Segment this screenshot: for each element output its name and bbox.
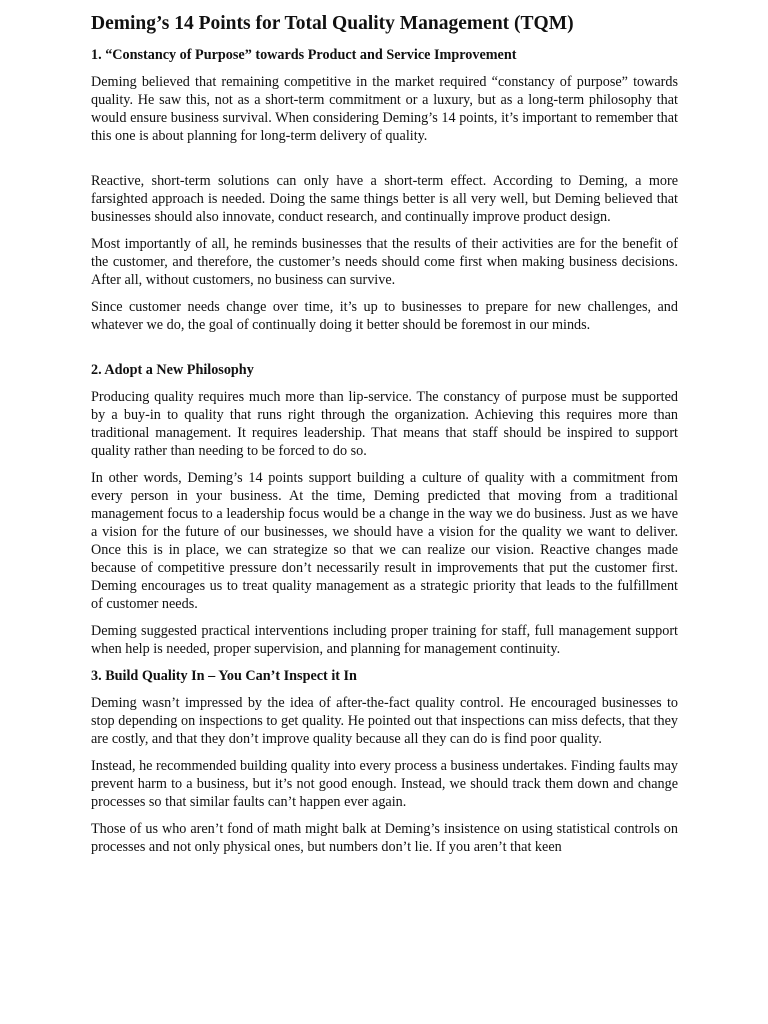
spacer: [91, 154, 678, 172]
section-1-paragraph-1: Deming believed that remaining competitive in the market required “constancy of purpose” towards quality. He saw this, not as a short-term commitment or a luxury, but as a long-term philosophy that would ensure business survival. When considering Deming’s 14 points, it’s important to remember that this one is about planning for long-term delivery of quality.: [91, 74, 678, 144]
section-1-paragraph-4: Since customer needs change over time, it’s up to businesses to prepare for new challenges, and whatever we do, the goal of continually doing it better should be foremost in our minds.: [91, 299, 678, 333]
section-2-paragraph-1: Producing quality requires much more than lip-service. The constancy of purpose must be supported by a buy-in to quality that runs right through the organization. Achieving this requires more than traditional management. It requires leadership. That means that staff should be inspired to support quality rather than needing to be forced to do so.: [91, 389, 678, 459]
section-2-heading: 2. Adopt a New Philosophy: [91, 362, 254, 378]
section-1-paragraph-3: Most importantly of all, he reminds businesses that the results of their activities are for the benefit of the customer, and therefore, the customer’s needs should come first when making business decisions. After all, without customers, no business can survive.: [91, 236, 678, 288]
spacer: [91, 343, 678, 361]
section-1-paragraph-2: Reactive, short-term solutions can only have a short-term effect. According to Deming, a more farsighted approach is needed. Doing the same things better is all very well, but Deming believed that businesses should also innovate, conduct research, and continually improve product design.: [91, 173, 678, 225]
section-1-heading: 1. “Constancy of Purpose” towards Product and Service Improvement: [91, 47, 517, 63]
section-3-heading: 3. Build Quality In – You Can’t Inspect it In: [91, 668, 357, 684]
section-2-paragraph-3: Deming suggested practical interventions including proper training for staff, full management support when help is needed, proper supervision, and planning for management continuity.: [91, 623, 678, 657]
section-2-paragraph-2: In other words, Deming’s 14 points support building a culture of quality with a commitment from every person in your business. At the time, Deming predicted that moving from a traditional management focus to a leadership focus would be a change in the way we do business. Just as we have a vision for the future of our businesses, we should have a vision for the quality we want to deliver. Once this is in place, we can strategize so that we can realize our vision. Reactive changes made because of competitive pressure don’t necessarily result in improvements that put the customer first. Deming encourages us to treat quality management as a strategic priority that leads to the fulfillment of customer needs.: [91, 470, 678, 612]
document-page: [91, 10, 678, 865]
section-3-paragraph-3: Those of us who aren’t fond of math might balk at Deming’s insistence on using statistical controls on processes and not only physical ones, but numbers don’t lie. If you aren’t that keen: [91, 821, 678, 855]
section-3-paragraph-1: Deming wasn’t impressed by the idea of after-the-fact quality control. He encouraged businesses to stop depending on inspections to get quality. He pointed out that inspections can miss defects, that they are costly, and that they don’t improve quality because all they can do is find poor quality.: [91, 695, 678, 747]
document-title: Deming’s 14 Points for Total Quality Management (TQM): [91, 13, 574, 34]
section-3-paragraph-2: Instead, he recommended building quality into every process a business undertakes. Finding faults may prevent harm to a business, but it’s not good enough. Instead, we should track them down and change processes so that similar faults can’t happen ever again.: [91, 758, 678, 810]
